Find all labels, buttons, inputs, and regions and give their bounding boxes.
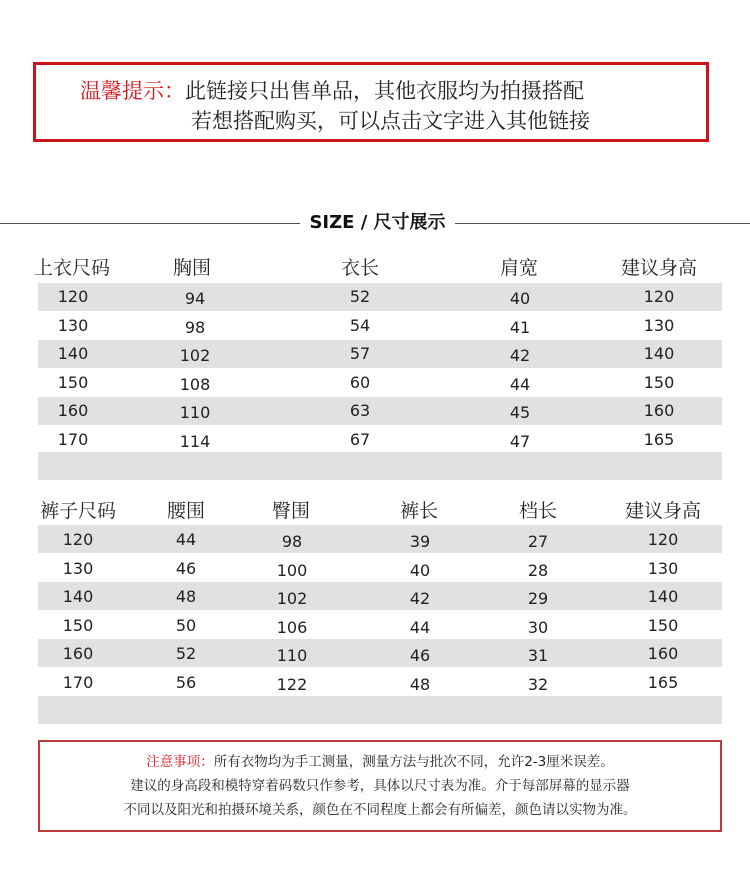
table-cell: 98 xyxy=(184,317,206,337)
table-cell: 140 xyxy=(643,344,675,363)
table-cell: 98 xyxy=(281,532,303,551)
table-cell: 47 xyxy=(509,431,531,451)
table-stripe xyxy=(38,696,722,724)
table-cell: 160 xyxy=(643,401,675,420)
tip-line-2 xyxy=(191,108,590,134)
table-cell: 46 xyxy=(409,646,431,665)
column-header: 裤子尺码 xyxy=(39,500,116,522)
column-header: 档长 xyxy=(518,500,557,522)
table-cell: 122 xyxy=(276,674,308,694)
table-cell: 130 xyxy=(643,315,675,335)
table-cell: 110 xyxy=(179,403,211,422)
table-cell: 160 xyxy=(647,644,679,663)
title-rule-right xyxy=(455,223,750,224)
table-cell: 32 xyxy=(527,674,549,694)
table-cell: 42 xyxy=(409,589,431,608)
table-cell: 120 xyxy=(643,287,675,306)
size-title-row xyxy=(0,209,750,239)
column-header: 上衣尺码 xyxy=(33,257,110,279)
table-cell: 160 xyxy=(62,644,94,663)
column-header: 臀围 xyxy=(271,500,310,522)
tip-label: 温馨提示： xyxy=(80,79,185,103)
table-cell: 28 xyxy=(527,560,549,580)
table-cell: 102 xyxy=(179,346,211,365)
table-cell: 120 xyxy=(57,287,89,306)
table-cell: 130 xyxy=(62,558,94,578)
table-cell: 130 xyxy=(647,558,679,578)
table-cell: 63 xyxy=(349,401,371,420)
table-cell: 30 xyxy=(527,617,549,637)
tip-box xyxy=(33,62,709,142)
table-cell: 50 xyxy=(175,615,197,635)
note-line-3: 不同以及阳光和拍摄环境关系，颜色在不同程度上都会有所偏差，颜色请以实物为准。 xyxy=(123,802,637,818)
table-cell: 44 xyxy=(409,617,431,637)
table-cell: 52 xyxy=(349,287,371,306)
table-cell: 170 xyxy=(57,429,89,449)
table-cell: 110 xyxy=(276,646,308,665)
column-header: 建议身高 xyxy=(624,500,701,522)
note-text-1: 所有衣物均为手工测量，测量方法与批次不同，允许2-3厘米误差。 xyxy=(213,754,614,770)
table-cell: 45 xyxy=(509,403,531,422)
table-cell: 48 xyxy=(409,674,431,694)
table-cell: 120 xyxy=(647,530,679,549)
table-cell: 140 xyxy=(57,344,89,363)
table-cell: 170 xyxy=(62,672,94,692)
column-header: 裤长 xyxy=(399,500,438,522)
table-cell: 56 xyxy=(175,672,197,692)
table-cell: 165 xyxy=(643,429,675,449)
table-cell: 48 xyxy=(175,587,197,606)
table-stripe xyxy=(38,452,722,480)
table-cell: 100 xyxy=(276,560,308,580)
column-header: 肩宽 xyxy=(499,257,538,279)
title-rule-left xyxy=(0,223,300,224)
table-cell: 41 xyxy=(509,317,531,337)
table-cell: 150 xyxy=(643,372,675,392)
column-header: 腰围 xyxy=(166,500,205,522)
table-cell: 140 xyxy=(647,587,679,606)
tip-text-1: 此链接只出售单品，其他衣服均为拍摄搭配 xyxy=(185,79,584,103)
note-line-2: 建议的身高段和模特穿着码数只作参考，具体以尺寸表为准。介于每部屏幕的显示器 xyxy=(130,778,630,794)
table-cell: 46 xyxy=(175,558,197,578)
table-cell: 44 xyxy=(509,374,531,394)
table-cell: 39 xyxy=(409,532,431,551)
tip-text-2: 若想搭配购买，可以点击文字进入其他链接 xyxy=(191,109,590,133)
table-cell: 108 xyxy=(179,374,211,394)
table-cell: 150 xyxy=(647,615,679,635)
table-cell: 106 xyxy=(276,617,308,637)
table-cell: 31 xyxy=(527,646,549,665)
table-cell: 40 xyxy=(409,560,431,580)
table-cell: 150 xyxy=(62,615,94,635)
table-cell: 94 xyxy=(184,289,206,308)
note-box xyxy=(38,740,722,832)
table-cell: 130 xyxy=(57,315,89,335)
note-label: 注意事项： xyxy=(146,754,214,770)
size-title: SIZE / 尺寸展示 xyxy=(309,212,446,233)
table-cell: 27 xyxy=(527,532,549,551)
table-cell: 60 xyxy=(349,372,371,392)
table-cell: 150 xyxy=(57,372,89,392)
table-cell: 44 xyxy=(175,530,197,549)
table-cell: 165 xyxy=(647,672,679,692)
table-cell: 42 xyxy=(509,346,531,365)
table-cell: 57 xyxy=(349,344,371,363)
tip-line-1 xyxy=(80,78,584,104)
table-cell: 160 xyxy=(57,401,89,420)
column-header: 建议身高 xyxy=(620,257,697,279)
column-header: 衣长 xyxy=(340,257,379,279)
table-cell: 52 xyxy=(175,644,197,663)
table-cell: 102 xyxy=(276,589,308,608)
table-cell: 120 xyxy=(62,530,94,549)
table-cell: 140 xyxy=(62,587,94,606)
column-header: 胸围 xyxy=(172,257,211,279)
table-cell: 40 xyxy=(509,289,531,308)
note-line-1 xyxy=(40,752,720,772)
table-cell: 54 xyxy=(349,315,371,335)
table-cell: 114 xyxy=(179,431,211,451)
table-cell: 29 xyxy=(527,589,549,608)
table-cell: 67 xyxy=(349,429,371,449)
